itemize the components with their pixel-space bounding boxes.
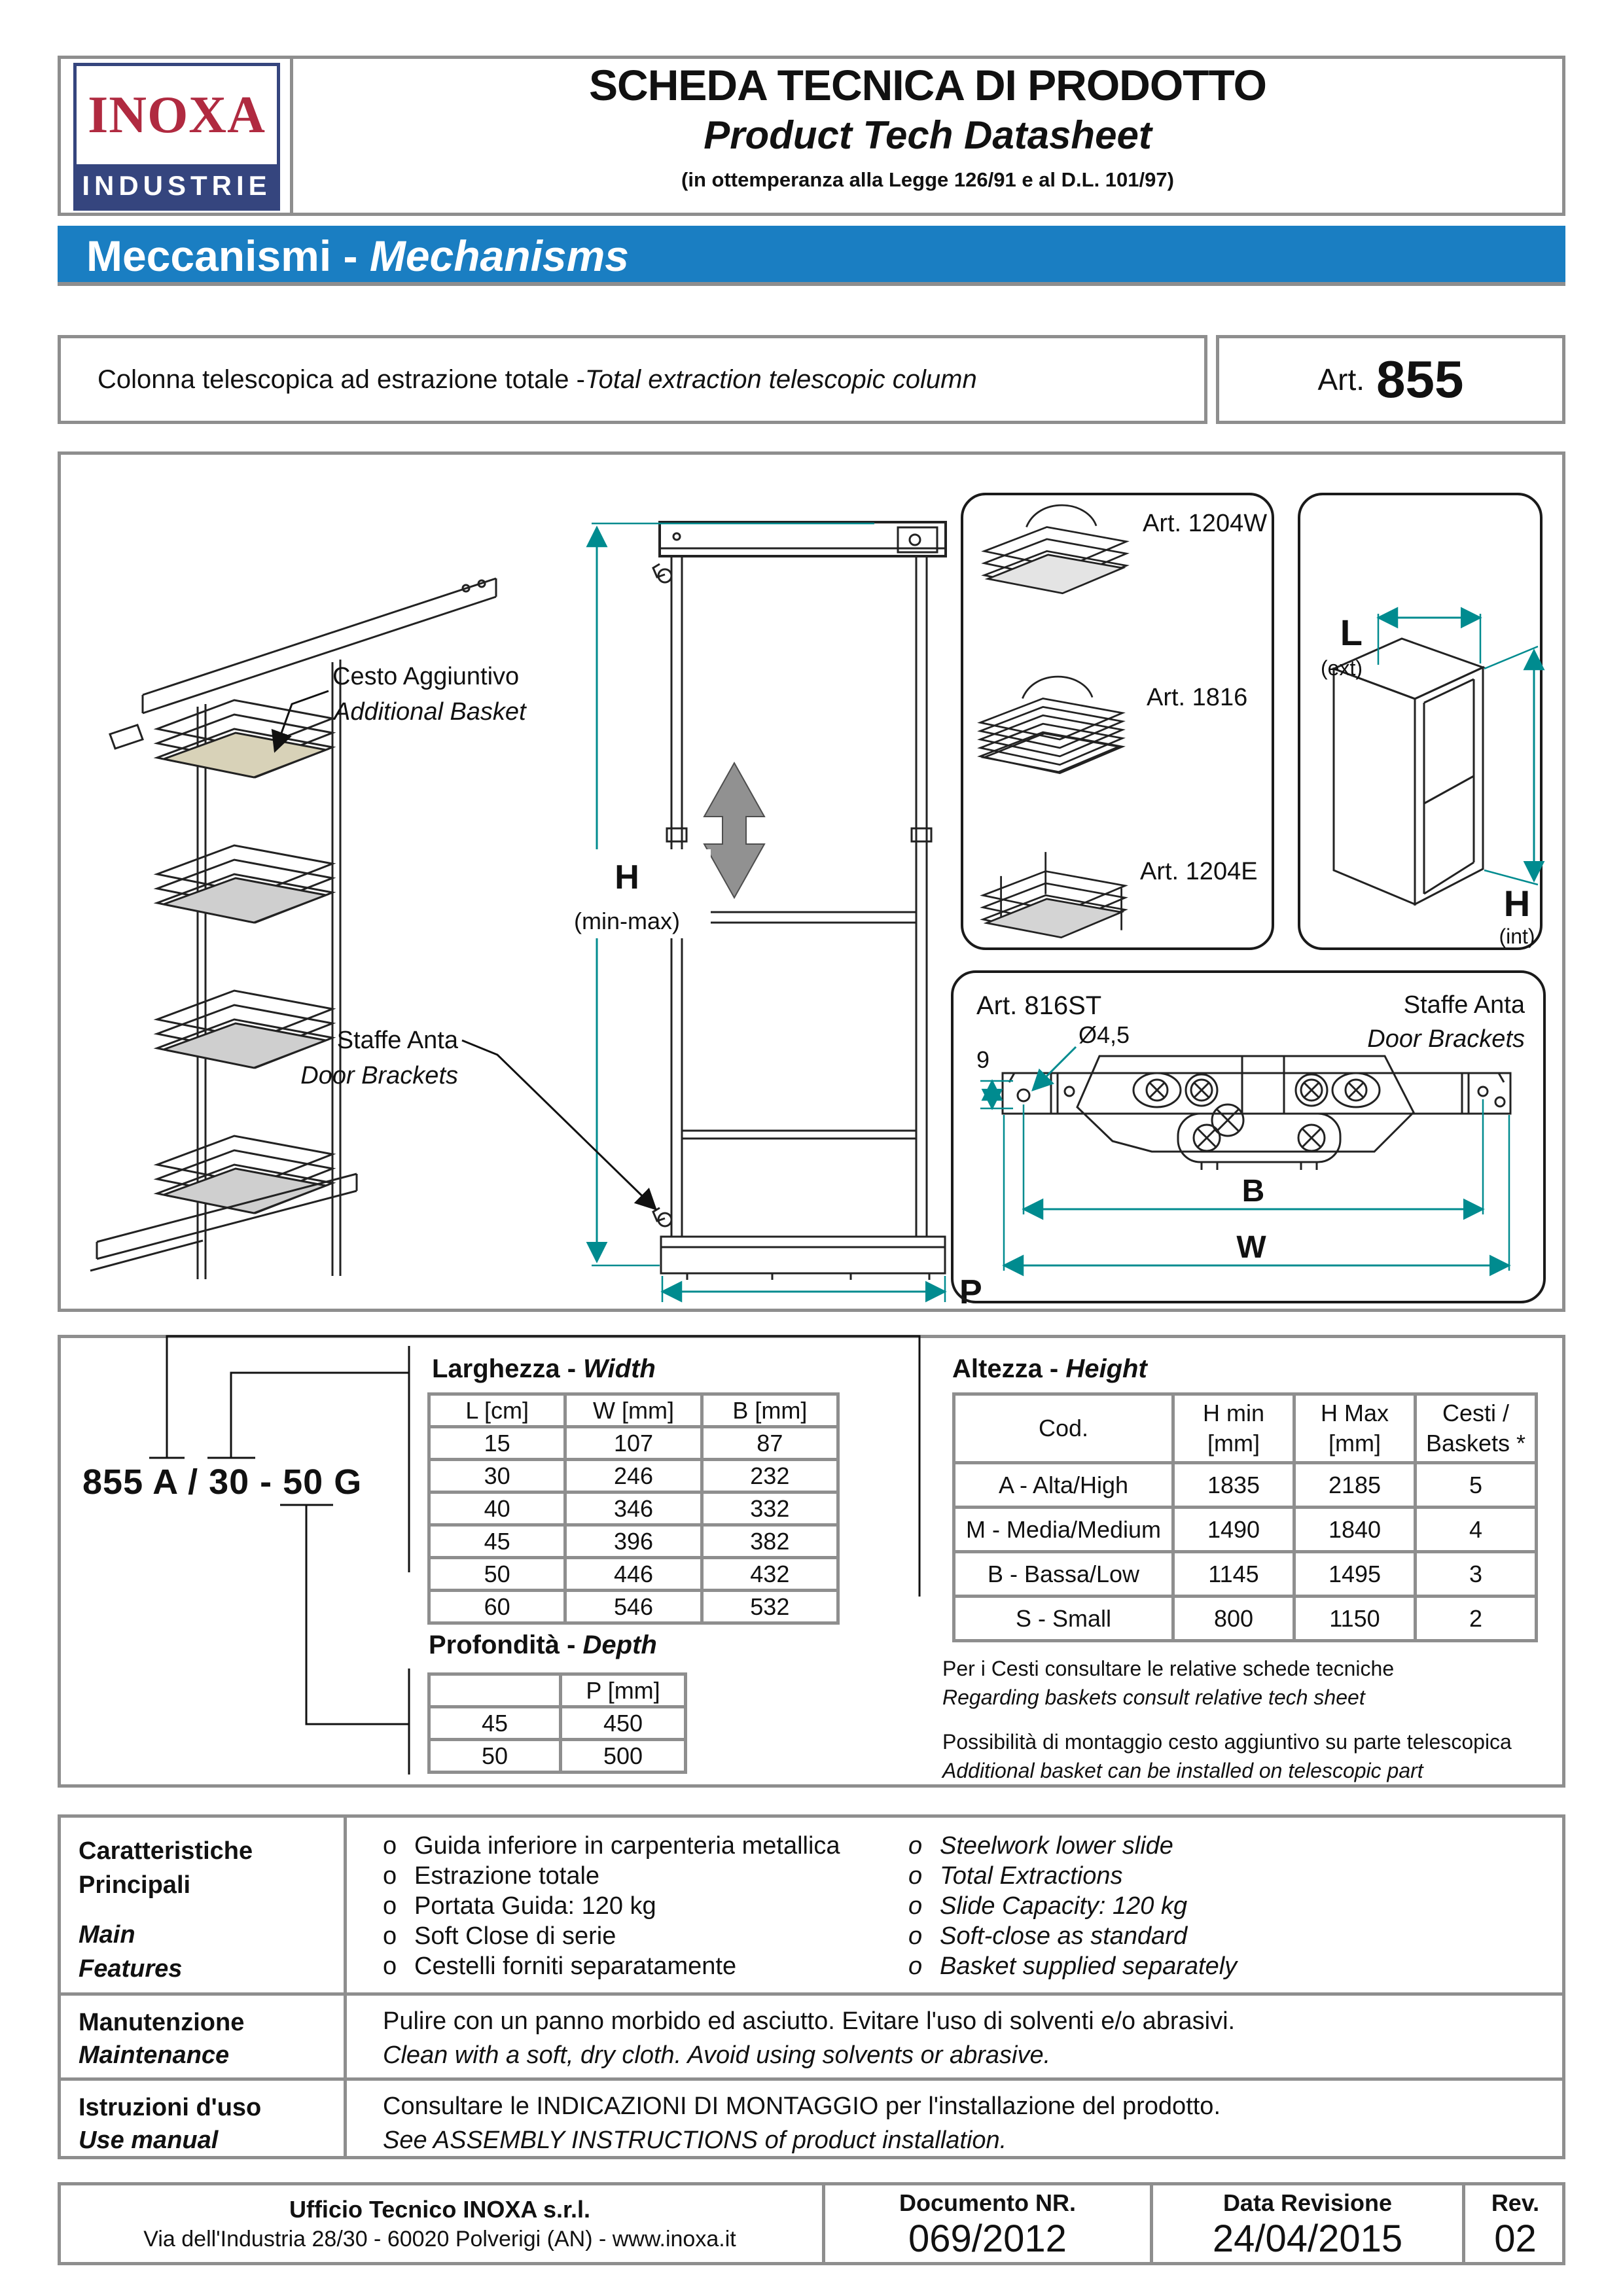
height-cell: 1495 xyxy=(1294,1552,1416,1597)
width-title-it: Larghezza - xyxy=(432,1354,584,1383)
height-header-line: H min xyxy=(1202,1400,1264,1426)
tube-collar-right xyxy=(912,828,931,841)
height-cell: 1840 xyxy=(1294,1508,1416,1552)
bracket-plate xyxy=(1077,1056,1414,1152)
page-subtitle: Product Tech Datasheet xyxy=(704,113,1152,157)
base-unit xyxy=(661,1237,945,1273)
product-name-en: Total extraction telescopic column xyxy=(584,364,977,394)
footer-address: Via dell'Industria 28/30 - 60020 Polverigi (AN) - www.inoxa.it xyxy=(143,2226,736,2252)
width-cell: 396 xyxy=(565,1525,702,1558)
height-header-line: [mm] xyxy=(1329,1430,1381,1457)
h-int-label: H xyxy=(1503,883,1531,924)
width-cell: 332 xyxy=(702,1492,838,1525)
height-cell: 4 xyxy=(1416,1508,1537,1552)
height-cell: 2 xyxy=(1416,1597,1537,1641)
h-dimension xyxy=(547,523,874,1265)
footer-doc-label: Documento NR. xyxy=(899,2189,1076,2216)
accessory-baskets-box xyxy=(962,494,1273,949)
mount-hole xyxy=(1495,1097,1505,1106)
bullet: o xyxy=(383,1922,397,1950)
width-cell: 60 xyxy=(429,1591,565,1623)
maintenance-text-it: Pulire con un panno morbido ed asciutto. Evitare l'uso di solventi e/o abrasivi. xyxy=(383,2007,1236,2035)
width-cell: 246 xyxy=(565,1460,702,1492)
basket-3 xyxy=(157,991,332,1068)
cabinet-opening xyxy=(1424,679,1474,894)
bullet: o xyxy=(383,1862,397,1890)
footer-revdate-label: Data Revisione xyxy=(1222,2189,1393,2216)
note-additional-it: Possibilità di montaggio cesto aggiuntivo su parte telescopica xyxy=(942,1730,1512,1754)
height-header-line: Cesti / xyxy=(1442,1400,1510,1426)
footer-doc-number: 069/2012 xyxy=(908,2217,1067,2260)
width-title-en: Width xyxy=(583,1354,656,1383)
mount-hole xyxy=(1065,1087,1074,1096)
usemanual-label-en: Use manual xyxy=(79,2127,219,2154)
page-title: SCHEDA TECNICA DI PRODOTTO xyxy=(589,61,1266,109)
height-cell: M - Media/Medium xyxy=(954,1508,1173,1552)
article-label: Art. xyxy=(1317,362,1365,397)
screw-cross xyxy=(1302,1129,1321,1147)
top-slide-rail xyxy=(143,578,496,713)
callout-leader xyxy=(462,1040,656,1209)
rail-bracket xyxy=(110,725,143,749)
bullet: o xyxy=(908,1862,923,1890)
product-name-it: Colonna telescopica ad estrazione totale - xyxy=(98,364,585,394)
h-label: H xyxy=(615,858,639,896)
art-1816-label: Art. 1816 xyxy=(1147,684,1248,711)
additional-basket-callout xyxy=(275,663,527,751)
depth-cell: 500 xyxy=(561,1740,686,1773)
cabinet-side xyxy=(1334,669,1415,904)
dim9-label: 9 xyxy=(976,1046,990,1073)
basket-1204e-icon xyxy=(983,852,1125,938)
feature-text: Estrazione totale xyxy=(414,1862,600,1890)
h-range-label: (min-max) xyxy=(574,908,680,934)
connector-height xyxy=(149,1336,919,1597)
basket-4 xyxy=(157,1136,332,1213)
basket-2 xyxy=(157,845,332,923)
depth-title-it: Profondità - xyxy=(429,1631,583,1659)
height-cell: 1145 xyxy=(1173,1552,1294,1597)
door-brackets-label-it: Staffe Anta xyxy=(336,1027,458,1054)
article-number: 855 xyxy=(1376,350,1464,408)
usemanual-text-it: Consultare le INDICAZIONI DI MONTAGGIO per l'installazione del prodotto. xyxy=(383,2093,1221,2120)
diameter-label: Ø4,5 xyxy=(1079,1021,1130,1048)
note-baskets-en: Regarding baskets consult relative tech sheet xyxy=(942,1686,1365,1709)
width-cell: 446 xyxy=(565,1558,702,1591)
depth-title-en: Depth xyxy=(582,1631,657,1659)
depth-cell: 450 xyxy=(561,1707,686,1740)
additional-basket-label-en: Additional Basket xyxy=(334,698,526,726)
banner-label-it: Meccanismi - xyxy=(86,232,370,280)
feature-text: Cestelli forniti separatamente xyxy=(414,1952,737,1980)
feature-text: Soft Close di serie xyxy=(414,1922,616,1950)
height-cell: A - Alta/High xyxy=(954,1463,1173,1508)
bullet: o xyxy=(383,1892,397,1920)
feature-text: Soft-close as standard xyxy=(940,1922,1188,1950)
width-cell: 346 xyxy=(565,1492,702,1525)
bullet: o xyxy=(908,1952,923,1980)
height-cell: 1490 xyxy=(1173,1508,1294,1552)
bullet: o xyxy=(908,1831,923,1860)
mount-hole xyxy=(1018,1089,1029,1101)
rounded-box xyxy=(1299,494,1541,949)
connector-depth xyxy=(280,1505,409,1775)
width-cell: 40 xyxy=(429,1492,565,1525)
cap-hole xyxy=(673,533,680,540)
cabinet-dimensions-box xyxy=(1299,494,1541,949)
feature-text: Basket supplied separately xyxy=(940,1952,1238,1980)
bracket-drawing xyxy=(1003,1056,1510,1170)
basket-1204w-icon xyxy=(984,505,1126,593)
width-header-cell: L [cm] xyxy=(429,1394,565,1427)
features-label-en-1: Main xyxy=(79,1921,135,1949)
height-cell: 2185 xyxy=(1294,1463,1416,1508)
height-title-en: Height xyxy=(1065,1354,1147,1383)
feature-text: Steelwork lower slide xyxy=(940,1831,1173,1860)
crossbar-upper xyxy=(682,912,916,923)
logo-industrie: INDUSTRIE xyxy=(77,164,277,207)
width-cell: 232 xyxy=(702,1460,838,1492)
basket-tray xyxy=(164,1023,326,1068)
features-label-it-2: Principali xyxy=(79,1871,191,1899)
bullet: o xyxy=(908,1892,923,1920)
crossbar-lower xyxy=(682,1131,916,1139)
tube-collar-left xyxy=(667,828,687,841)
basket-tray xyxy=(164,1169,326,1213)
note-additional-en: Additional basket can be installed on telescopic part xyxy=(942,1759,1423,1782)
bullet: o xyxy=(383,1831,397,1860)
code-example: 855 A / 30 - 50 G xyxy=(82,1462,363,1502)
basket-tray xyxy=(164,878,326,923)
height-cell: 3 xyxy=(1416,1552,1537,1597)
bracket-title-en: Door Brackets xyxy=(1367,1025,1525,1053)
height-cell: 5 xyxy=(1416,1463,1537,1508)
l-extension-lines xyxy=(1378,614,1480,665)
bracket-lower-bar xyxy=(1178,1114,1340,1162)
width-cell: 87 xyxy=(702,1427,838,1460)
hint-extension-lines xyxy=(1484,646,1538,885)
footer-revdate: 24/04/2015 xyxy=(1212,2217,1403,2260)
l-sub-label: (ext) xyxy=(1321,656,1363,680)
footer-office: Ufficio Tecnico INOXA s.r.l. xyxy=(289,2195,591,2223)
w-label: W xyxy=(1236,1230,1266,1265)
b-label: B xyxy=(1241,1174,1265,1209)
width-cell: 432 xyxy=(702,1558,838,1591)
width-cell: 546 xyxy=(565,1591,702,1623)
law-note: (in ottemperanza alla Legge 126/91 e al D.L. 101/97) xyxy=(681,168,1174,191)
footer-rev-number: 02 xyxy=(1494,2217,1537,2260)
maintenance-label-en: Maintenance xyxy=(79,2041,230,2069)
cabinet-dims xyxy=(1378,614,1538,885)
height-title-it: Altezza - xyxy=(952,1354,1066,1383)
width-cell: 532 xyxy=(702,1591,838,1623)
bar-tabs xyxy=(1202,1162,1317,1170)
bullet: o xyxy=(383,1952,397,1980)
width-header-cell: B [mm] xyxy=(702,1394,838,1427)
art-816st-label: Art. 816ST xyxy=(976,991,1102,1020)
up-down-arrow-icon xyxy=(704,763,764,898)
depth-cell: 50 xyxy=(429,1740,561,1773)
door-brackets-label-en: Door Brackets xyxy=(300,1062,458,1089)
logo-wordmark: INOXA xyxy=(88,86,266,144)
h-int-sub-label: (int) xyxy=(1499,925,1535,948)
bracket-title-it: Staffe Anta xyxy=(1403,991,1525,1019)
features-label-it-1: Caratteristiche xyxy=(79,1837,253,1865)
height-cell: S - Small xyxy=(954,1597,1173,1641)
height-cell: B - Bassa/Low xyxy=(954,1552,1173,1597)
height-header-line: H Max xyxy=(1320,1400,1389,1426)
usemanual-label-it: Istruzioni d'uso xyxy=(79,2094,262,2121)
height-header-line: [mm] xyxy=(1207,1430,1260,1457)
note-baskets-it: Per i Cesti consultare le relative schede tecniche xyxy=(942,1657,1395,1680)
additional-basket-label-it: Cesto Aggiuntivo xyxy=(332,663,520,690)
width-cell: 30 xyxy=(429,1460,565,1492)
p-label: P xyxy=(959,1273,982,1311)
art-1204e-label: Art. 1204E xyxy=(1140,858,1258,885)
p-dimension xyxy=(662,1276,945,1302)
depth-header-cell: P [mm] xyxy=(561,1674,686,1707)
connector-width xyxy=(207,1346,409,1572)
door-bracket-box xyxy=(952,972,1544,1302)
feature-text: Slide Capacity: 120 kg xyxy=(940,1892,1188,1920)
usemanual-text-en: See ASSEMBLY INSTRUCTIONS of product installation. xyxy=(383,2127,1007,2154)
screw-cross xyxy=(1198,1129,1216,1147)
width-cell: 45 xyxy=(429,1525,565,1558)
feature-text: Total Extractions xyxy=(940,1862,1123,1890)
width-cell: 107 xyxy=(565,1427,702,1460)
p-extension-lines xyxy=(662,1276,945,1302)
strip-notches xyxy=(1003,1073,1510,1082)
height-cell: 800 xyxy=(1173,1597,1294,1641)
diameter-leader xyxy=(1033,1047,1076,1090)
basket-tray xyxy=(164,733,326,777)
l-label: L xyxy=(1340,612,1363,653)
width-cell: 382 xyxy=(702,1525,838,1558)
door-brackets-callout xyxy=(300,1027,656,1209)
strip-dividers xyxy=(1051,1073,1469,1114)
banner-label-en: Mechanisms xyxy=(369,232,630,280)
plate-center-tab xyxy=(1242,1056,1284,1114)
art-1204w-label: Art. 1204W xyxy=(1143,510,1268,537)
feature-text: Guida inferiore in carpenteria metallica xyxy=(414,1831,840,1860)
bullet: o xyxy=(908,1922,923,1950)
depth-cell: 45 xyxy=(429,1707,561,1740)
height-cell: 1835 xyxy=(1173,1463,1294,1508)
width-header-cell: W [mm] xyxy=(565,1394,702,1427)
feature-text: Portata Guida: 120 kg xyxy=(414,1892,656,1920)
basket-1816-icon xyxy=(980,677,1122,773)
height-cell: 1150 xyxy=(1294,1597,1416,1641)
basket-1 xyxy=(157,700,332,777)
dim9-extension xyxy=(980,1081,1013,1108)
maintenance-label-it: Manutenzione xyxy=(79,2009,245,2036)
height-header-line: Baskets * xyxy=(1425,1430,1526,1457)
features-label-en-2: Features xyxy=(79,1955,183,1983)
footer-rev-label: Rev. xyxy=(1491,2189,1540,2216)
width-cell: 50 xyxy=(429,1558,565,1591)
basket-handle xyxy=(1026,505,1096,527)
mount-hole xyxy=(1478,1087,1488,1096)
height-header-cod: Cod. xyxy=(954,1394,1173,1463)
code-connectors xyxy=(149,1336,919,1775)
width-cell: 15 xyxy=(429,1427,565,1460)
cap-bracket-hole xyxy=(910,535,920,545)
basket-handle xyxy=(1022,677,1092,698)
maintenance-text-en: Clean with a soft, dry cloth. Avoid using solvents or abrasive. xyxy=(383,2041,1051,2069)
